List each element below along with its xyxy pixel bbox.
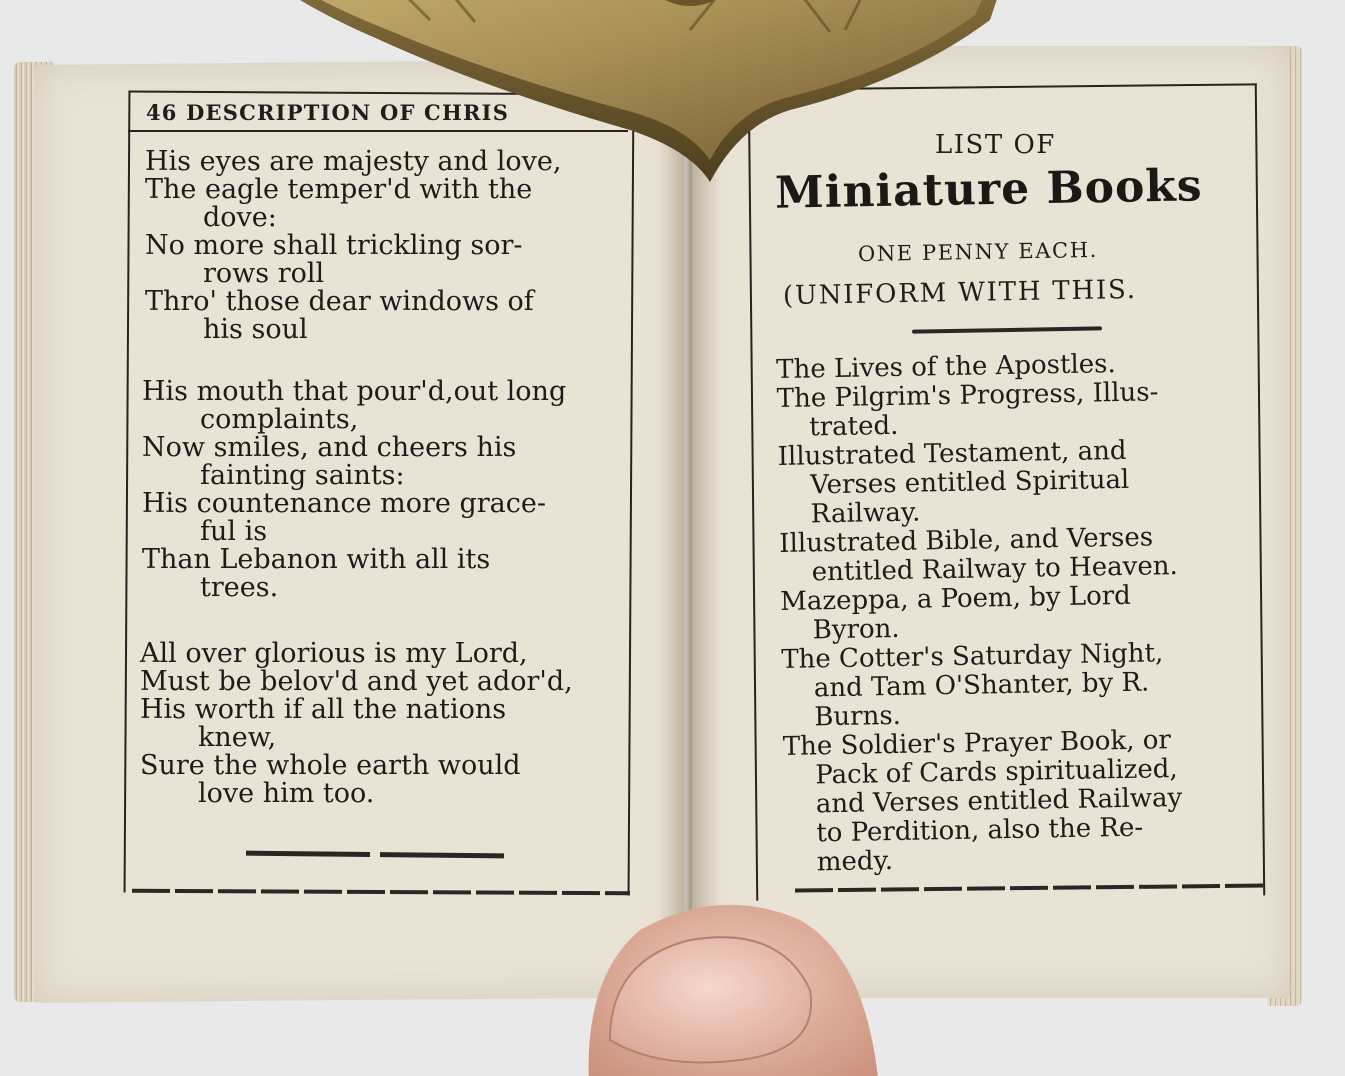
- verse-line: Sure the whole earth would: [140, 750, 521, 781]
- verse-line: All over glorious is my Lord,: [140, 638, 528, 669]
- verse-line: fainting saints:: [200, 460, 405, 491]
- book-entry-line: Pack of Cards spiritualized,: [815, 754, 1178, 791]
- book-entry: [781, 639, 1181, 733]
- verse-line: The eagle temper'd with the: [145, 174, 533, 205]
- book-entry-line: Byron.: [812, 613, 900, 646]
- book-entry: [779, 523, 1178, 588]
- book-entry-line: Burns.: [814, 700, 902, 733]
- verse-line: dove:: [203, 202, 277, 233]
- book-entry-line: The Lives of the Apostles.: [775, 349, 1117, 385]
- verse-line: his soul: [203, 314, 308, 345]
- book-entry: [778, 436, 1178, 530]
- book-list: [776, 349, 1183, 878]
- verse-line: love him too.: [198, 778, 375, 809]
- verse-line: rows roll: [203, 258, 325, 289]
- book-entry-line: Mazeppa, a Poem, by Lord: [780, 580, 1132, 617]
- verse-line: knew,: [198, 722, 277, 753]
- book-entry-line: The Pilgrim's Progress, Illus-: [776, 377, 1159, 414]
- book-entry-line: trated.: [808, 410, 899, 443]
- verse-line: trees.: [200, 572, 279, 603]
- verse-line: No more shall trickling sor-: [145, 230, 523, 261]
- running-head: 46 DESCRIPTION OF CHRIS: [146, 100, 510, 125]
- stanza-2: [142, 378, 566, 602]
- book-entry-line: medy.: [816, 846, 894, 878]
- book-entry-line: entitled Railway to Heaven.: [811, 551, 1178, 588]
- verse-line: Must be belov'd and yet ador'd,: [140, 666, 573, 697]
- book-entry-line: and Tam O'Shanter, by R.: [813, 667, 1150, 704]
- list-heading: LIST OF: [935, 130, 1056, 160]
- book-entry-line: and Verses entitled Railway: [815, 782, 1183, 820]
- verse-line: Now smiles, and cheers his: [142, 432, 517, 463]
- price-line: ONE PENNY EACH.: [857, 237, 1099, 267]
- verse-line: His countenance more grace-: [142, 488, 546, 519]
- verse-line: complaints,: [200, 404, 359, 435]
- book-gutter: [660, 60, 720, 1010]
- verse-line: ful is: [200, 516, 268, 547]
- verse-line: Thro' those dear windows of: [145, 286, 534, 317]
- verse-line: His worth if all the nations: [140, 694, 507, 725]
- book-entry-line: Railway.: [810, 497, 921, 530]
- book-entry: [783, 726, 1184, 878]
- verse-line: His eyes are majesty and love,: [145, 146, 562, 177]
- uniform-line: (UNIFORM WITH THIS.: [782, 274, 1138, 312]
- thumb: [580, 900, 880, 1076]
- brass-clasp: [270, 0, 1010, 190]
- book-entry-line: The Soldier's Prayer Book, or: [782, 725, 1172, 762]
- book-entry-line: to Perdition, also the Re-: [816, 812, 1144, 849]
- book-entry-line: Verses entitled Spiritual: [810, 464, 1130, 501]
- book-entry-line: The Cotter's Saturday Night,: [781, 638, 1164, 675]
- book-entry-line: Illustrated Testament, and: [777, 435, 1127, 472]
- verse-line: His mouth that pour'd,out long: [142, 376, 567, 407]
- book-entry-line: Illustrated Bible, and Verses: [779, 522, 1154, 559]
- book-entry: [780, 581, 1179, 646]
- verse-line: Than Lebanon with all its: [142, 544, 491, 575]
- book-entry: [777, 378, 1176, 443]
- list-title: Miniature Books: [774, 160, 1204, 219]
- stanza-3: [140, 640, 573, 808]
